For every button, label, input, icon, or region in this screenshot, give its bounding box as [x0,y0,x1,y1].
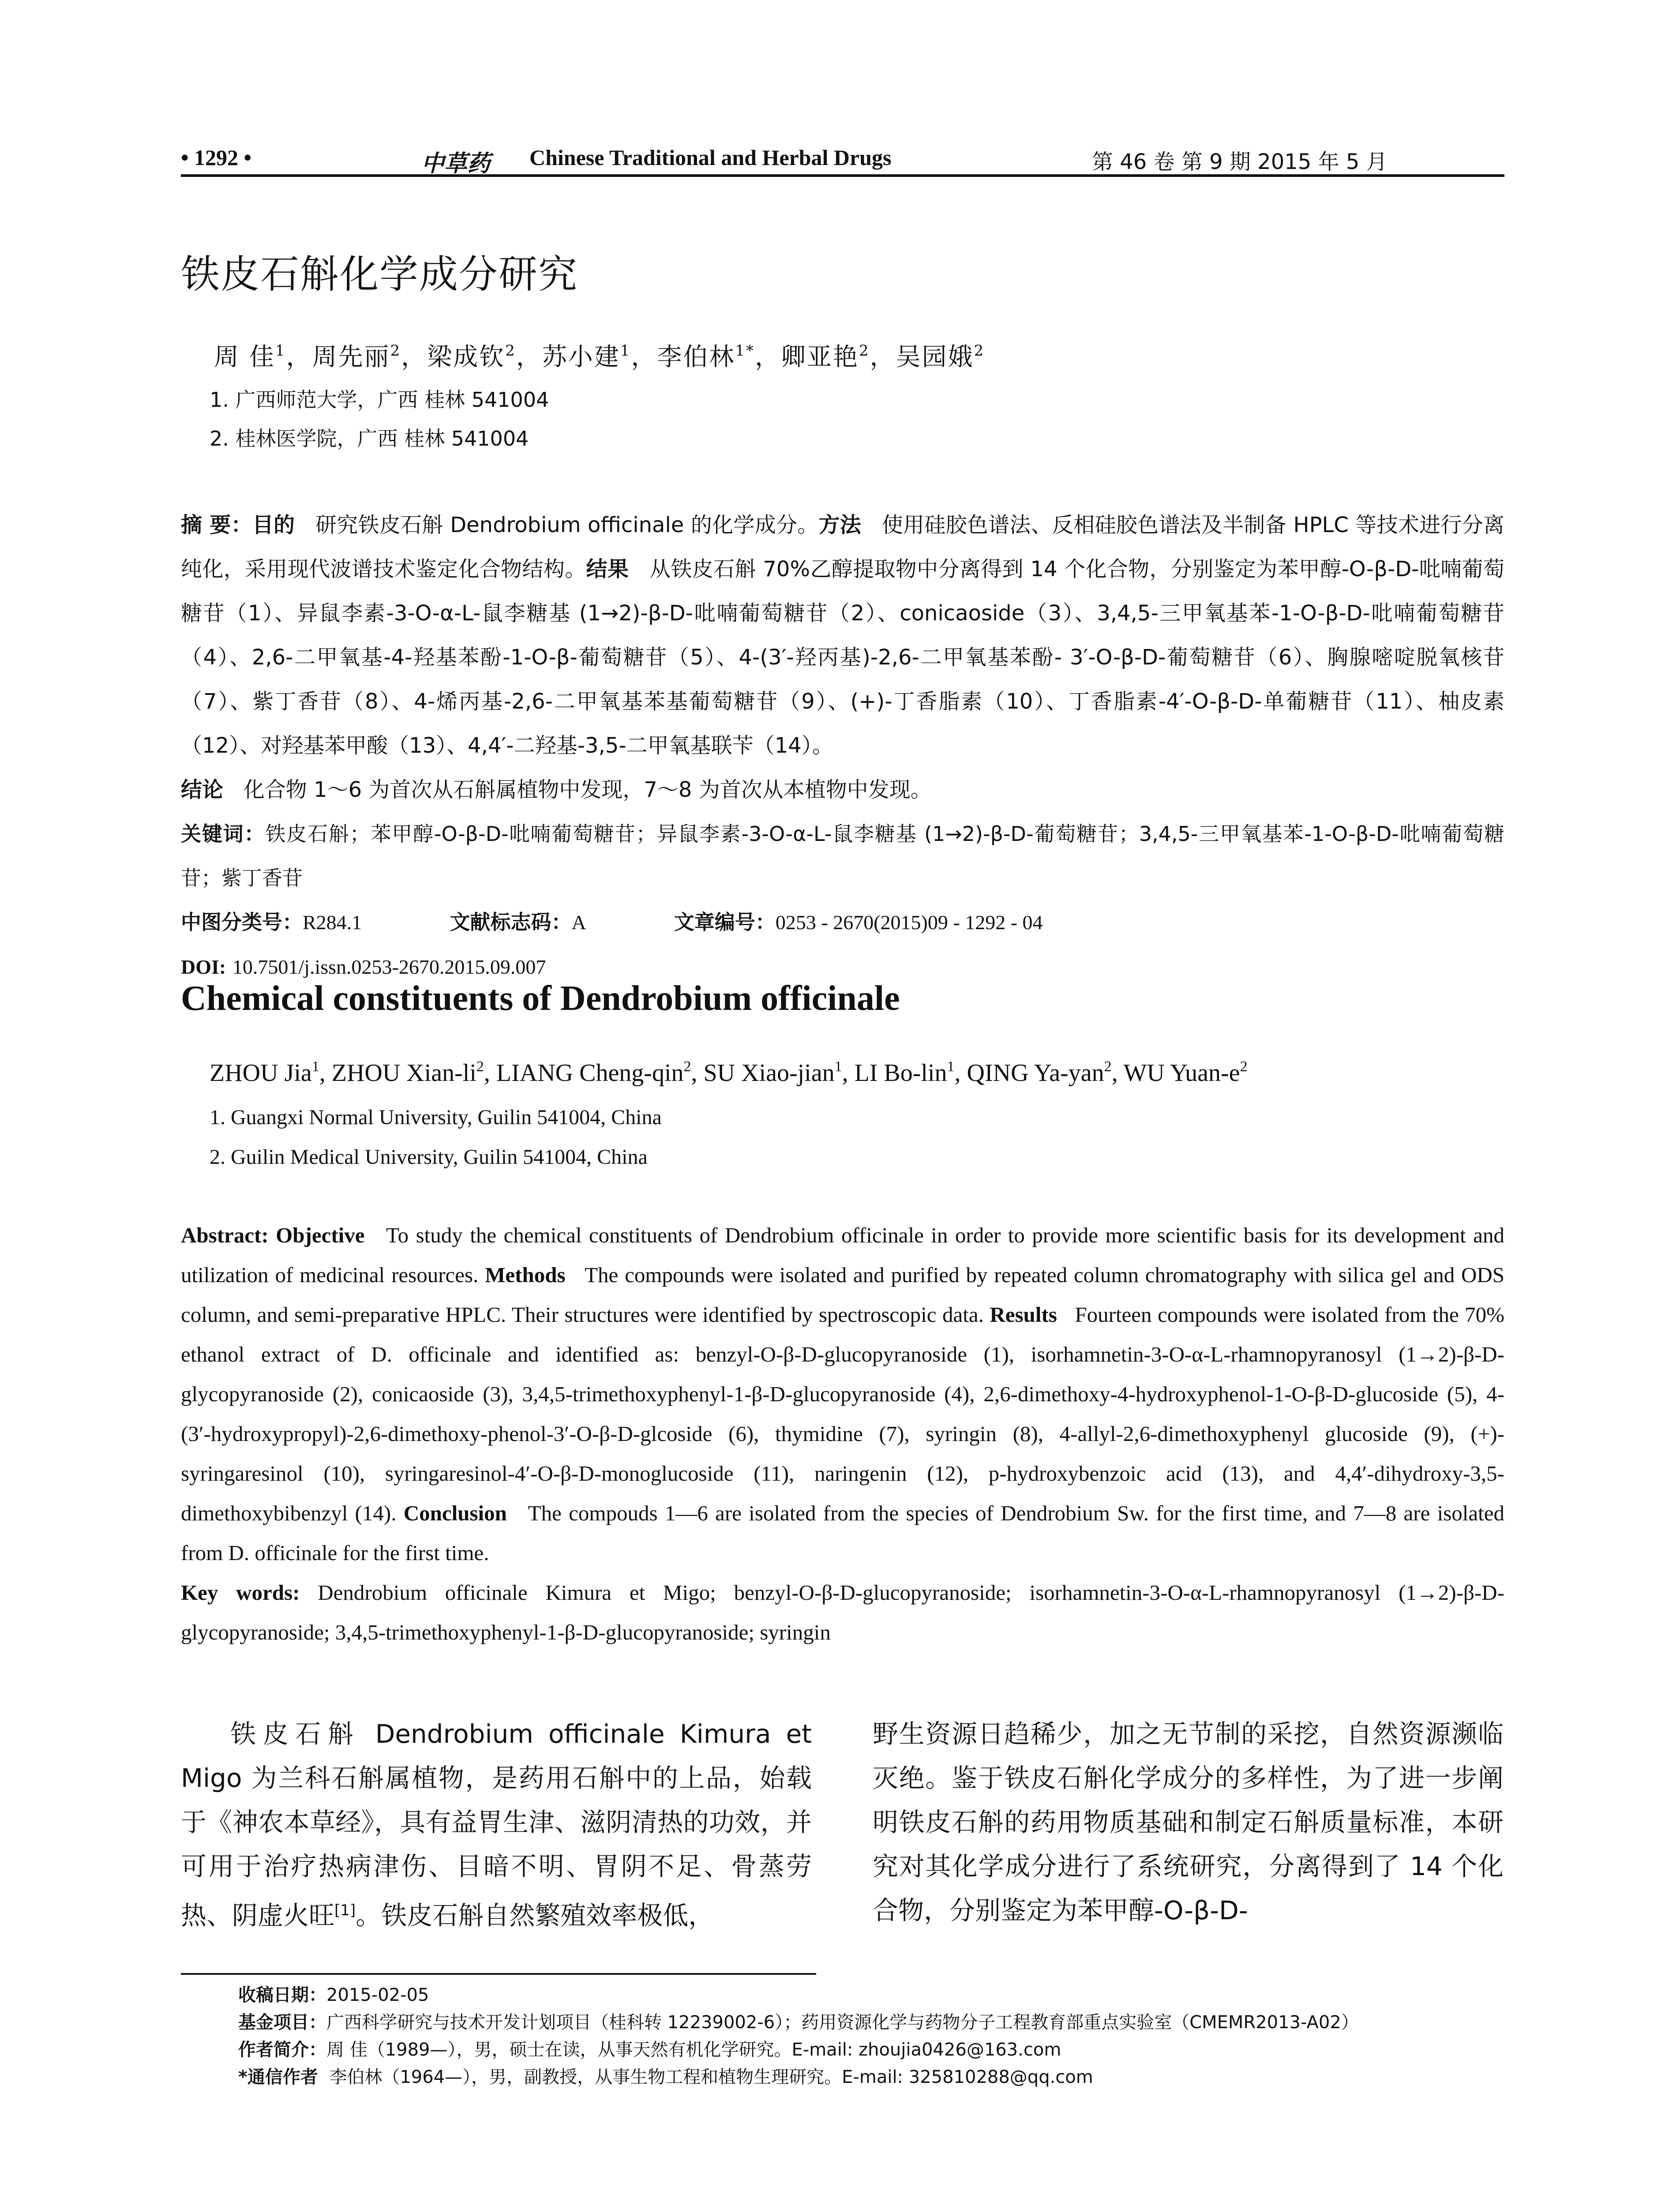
author-mark: 2 [683,1058,691,1075]
results-cn: 从铁皮石斛 70%乙醇提取物中分离得到 14 个化合物，分别鉴定为苯甲醇-O-β-D-吡喃葡萄糖苷（1）、异鼠李素-3-O-α-L-鼠李糖基 (1→2)-β-D-吡喃葡萄糖苷（2）、conicaoside（3）、3,4,5-三甲氧基苯-1-O-β-D-吡喃葡萄糖苷（4）、2,6-二甲氧基-4-羟基苯酚-1-O-β-葡萄糖苷（5）、4-(3′-羟丙基)-2,6-二甲氧基苯酚- 3′-O-β-D-葡萄糖苷（6）、胸腺嘧啶脱氧核苷（7）、紫丁香苷（8）、4-烯丙基-2,6-二甲氧基苯基葡萄糖苷（9）、(+)-丁香脂素（10）、丁香脂素-4′-O-β-D-单葡糖苷（11）、柚皮素（12）、对羟基苯甲酸（13）、4,4′-二羟基-3,5-二甲氧基联苄（14）。 [181,557,1504,758]
abstract-cn [181,503,1504,989]
methods-label-cn: 方法 [818,513,862,537]
journal-name-en: Chinese Traditional and Herbal Drugs [529,145,892,170]
affiliation-cn-1: 1. 广西师范大学，广西 桂林 541004 [210,388,549,412]
affiliation-en-1: 1. Guangxi Normal University, Guilin 541004, China [210,1106,662,1129]
clc-label: 中图分类号： [181,910,303,934]
author-mark: 2 [859,342,870,360]
keywords-en: Dendrobium officinale Kimura et Migo; benzyl-O-β-D-glucopyranoside; isorhamnetin-3-O-α-L-rhamnopyranosyl (1→2)-β-D-glycopyranoside; 3,4,5-trimethoxyphenyl-1-β-D-glucopyranoside; syringin [181,1580,1504,1644]
header-rule [181,174,1504,177]
author-mark: 2 [1240,1058,1248,1075]
title-cn: 铁皮石斛化学成分研究 [181,251,578,297]
page-number: • 1292 • [181,145,252,170]
abstract-cn-label: 摘 要： [181,513,252,537]
author-en: QING Ya-yan [967,1059,1104,1087]
author-cn: 苏小建 [542,343,620,371]
author-en: LIANG Cheng-qin [496,1059,684,1087]
author-mark: 2 [1104,1058,1112,1075]
author-cn: 吴园娥 [896,343,974,371]
footnote-author-bio [238,2036,1061,2061]
footnote-label: *通信作者 [238,2067,318,2087]
results-label-cn: 结果 [586,557,629,582]
affiliation-en-2: 2. Guilin Medical University, Guilin 541004, China [210,1145,648,1169]
footnote-text: 周 佳（1989—），男，硕士在读，从事天然有机化学研究。E-mail: zhoujia0426@163.com [326,2040,1061,2060]
abstract-en [181,1216,1504,1652]
author-en: SU Xiao-jian [703,1059,835,1087]
doc-code-value: A [571,911,586,934]
conclusion-label-cn: 结论 [181,777,224,802]
author-en: WU Yuan-e [1123,1059,1240,1087]
article-no-value: 0253 - 2670(2015)09 - 1292 - 04 [775,911,1043,934]
methods-en: The compounds were isolated and purified by repeated column chromatography with silica gel and ODS column, and semi-preparative HPLC. Their structures were identified by spectroscopic data. [181,1263,1505,1327]
body-left-tail: 。铁皮石斛自然繁殖效率极低， [356,1900,714,1931]
affiliation-cn-2: 2. 桂林医学院，广西 桂林 541004 [210,427,529,450]
author-mark: 1 [275,342,286,360]
volume-issue: 第 46 卷 第 9 期 2015 年 5 月 [1092,150,1388,174]
authors-en: ZHOU Jia$^1$, ZHOU Xian-$li^2$, LIANG Cheng-qin$^2$, SU Xiao-jian$^1$, LI Bo-lin$^1$, QING Ya-yan$^2$, WU Yuan-$e^2$ [210,1058,1248,1087]
objective-cn: 研究铁皮石斛 Dendrobium officinale 的化学成分。 [315,513,819,537]
author-en: ZHOU Xian-li [331,1059,476,1087]
author-cn: 卿亚艳 [781,343,859,371]
author-cn: 梁成钦 [427,343,506,371]
footnote-corresponding [238,2063,1093,2088]
body-left-text: 铁皮石斛 Dendrobium officinale Kimura et Migo 为兰科石斛属植物，是药用石斛中的上品，始载于《神农本草经》，具有益胃生津、滋阴清热的功效，并可用于治疗热病津伤、目暗不明、胃阴不足、骨蒸劳热、阴虚火旺 [181,1719,812,1931]
conclusion-label-en: Conclusion [403,1501,507,1525]
conclusion-cn: 化合物 1～6 为首次从石斛属植物中发现，7～8 为首次从本植物中发现。 [243,777,932,802]
author-mark: 2 [476,1058,484,1075]
footnote-text: 2015-02-05 [326,1985,429,2005]
objective-en: To study the chemical constituents of Dendrobium officinale in order to provide more scientific basis for its development and utilization of medicinal resources. [181,1223,1505,1287]
author-cn: 周先丽 [312,343,390,371]
author-cn: 李伯林 [657,343,735,371]
footnote-label: 基金项目： [238,2012,326,2033]
running-header [181,140,1504,176]
title-en: Chemical constituents of Dendrobium officinale [181,979,900,1018]
body-column-right [873,1712,1504,1932]
authors-cn: 周 佳$^1$，周先丽$^2$，梁成钦$^2$，苏小建$^1$，李伯林$^{1*}$，卿亚艳$^2$，吴园娥$^2$ [214,342,985,371]
author-mark: 1 [947,1058,955,1075]
doi-label: DOI: [181,956,226,978]
doi-link[interactable]: 10.7501/j.issn.0253-2670.2015.09.007 [232,956,546,978]
author-en: ZHOU Jia [210,1059,312,1087]
author-mark: 2 [505,342,516,360]
conclusion-en: The compouds 1—6 are isolated from the species of Dendrobium Sw. for the first time, and 7—8 are isolated from D. officinale for the first time. [181,1501,1505,1565]
results-en: Fourteen compounds were isolated from the 70% ethanol extract of D. officinale and identified as: benzyl-O-β-D-glucopyranoside (1), isorhamnetin-3-O-α-L-rhamnopyranosyl (1→2)-β-D-glycopyranoside (2), conicaoside (3), 3,4,5-trimethoxyphenyl-1-β-D-glucopyranoside (4), 2,6-dimethoxy-4-hydroxyphenol-1-O-β-D-glucoside (5), 4-(3′-hydroxypropyl)-2,6-dimethoxy-phenol-3′-O-β-D-glcoside (6), thymidine (7), syringin (8), 4-allyl-2,6-dimethoxyphenyl glucoside (9), (+)-syringaresinol (10), syringaresinol-4′-O-β-D-monoglucoside (11), naringenin (12), p-hydroxybenzoic acid (13), and 4,4′-dihydroxy-3,5-dimethoxybibenzyl (14). [181,1302,1505,1525]
author-mark: 2 [974,342,985,360]
author-mark: 1 [834,1058,842,1075]
author-mark: 1 [620,342,631,360]
article-no-label: 文章编号： [674,910,776,934]
results-label-en: Results [990,1302,1057,1327]
author-mark: 2 [390,342,401,360]
methods-cn: 使用硅胶色谱法、反相硅胶色谱法及半制备 HPLC 等技术进行分离纯化，采用现代波谱技术鉴定化合物结构。 [181,513,1504,582]
methods-label-en: Methods [485,1263,566,1287]
doc-code-label: 文献标志码： [450,910,572,934]
citation-ref[interactable]: [1] [334,1902,356,1919]
footnote-received [238,1981,429,2006]
footnote-funding [238,2008,1359,2033]
keywords-cn-label: 关键词： [181,822,266,846]
author-en: LI Bo-lin [854,1059,947,1087]
footnote-label: 收稿日期： [238,1985,326,2005]
footnote-text: 李伯林（1964—），男，副教授，从事生物工程和植物生理研究。E-mail: 325810288@qq.com [329,2067,1093,2087]
abstract-en-label: Abstract: [181,1223,269,1247]
author-cn: 周 佳 [214,343,275,371]
footnote-text: 广西科学研究与技术开发计划项目（桂科转 12239002-6）；药用资源化学与药物分子工程教育部重点实验室（CMEMR2013-A02） [326,2012,1359,2033]
body-right-text: 野生资源日趋稀少，加之无节制的采挖，自然资源濒临灭绝。鉴于铁皮石斛化学成分的多样性，为了进一步阐明铁皮石斛的药用物质基础和制定石斛质量标准，本研究对其化学成分进行了系统研究，分离得到了 14 个化合物，分别鉴定为苯甲醇-O-β-D- [873,1719,1504,1925]
body-column-left [181,1712,812,1937]
footnote-rule [181,1973,816,1975]
author-mark: 1 [311,1058,319,1075]
keywords-en-label: Key words: [181,1580,300,1605]
objective-label-cn: 目的 [252,513,295,537]
keywords-cn: 铁皮石斛；苯甲醇-O-β-D-吡喃葡萄糖苷；异鼠李素-3-O-α-L-鼠李糖基 (1→2)-β-D-葡萄糖苷；3,4,5-三甲氧基苯-1-O-β-D-吡喃葡萄糖苷；紫丁香苷 [181,822,1505,890]
objective-label-en: Objective [276,1223,365,1247]
footnote-label: 作者简介： [238,2040,326,2060]
author-mark: 1* [735,342,755,360]
journal-name-cn: 中草药 [421,150,491,177]
clc-value: R284.1 [303,911,362,934]
